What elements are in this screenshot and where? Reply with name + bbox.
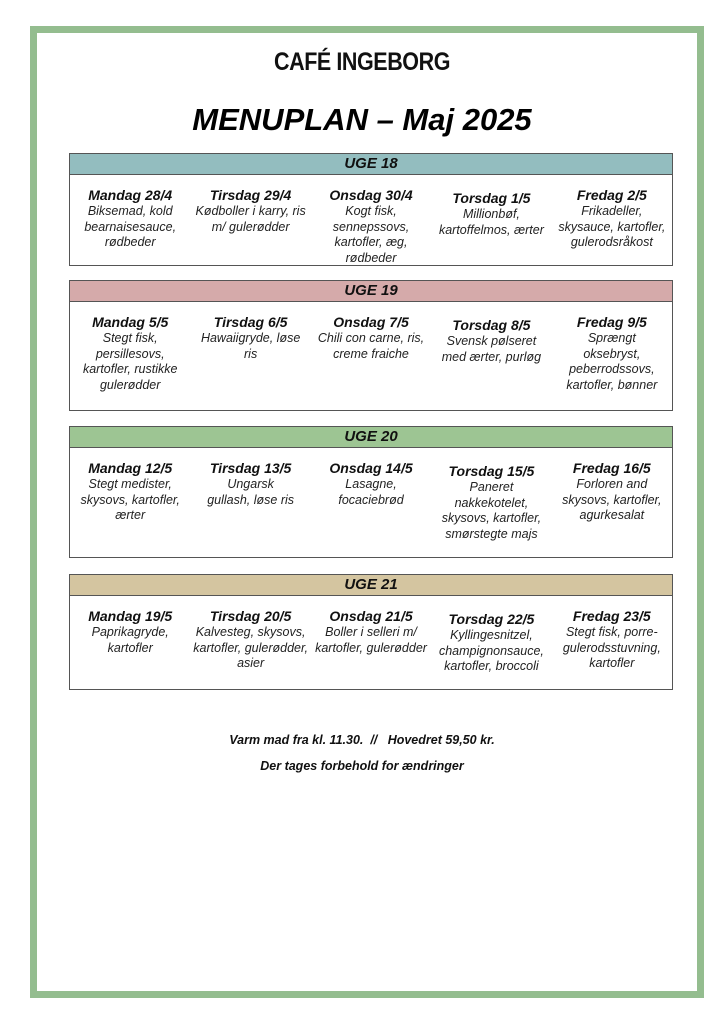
day-cell	[190, 460, 310, 542]
week-days	[70, 302, 672, 393]
day-cell	[311, 608, 431, 675]
day-name: Torsdag 15/5	[448, 463, 535, 479]
dish: Kalvesteg, skysovs, kartofler, gulerødder, asier	[193, 625, 308, 670]
week-19-table	[69, 280, 673, 411]
day-name: Fredag 2/5	[576, 187, 647, 203]
dish: Hawaiigryde, løse ris	[200, 331, 301, 361]
week-header: UGE 18	[70, 154, 672, 175]
dish: Ungarsk gullash, løse ris	[207, 477, 295, 507]
dish: Kogt fisk, sennepssovs, kartofler, æg, rødbeder	[332, 204, 410, 265]
day-name: Mandag 5/5	[92, 314, 169, 330]
day-cell	[431, 608, 551, 675]
day-name: Fredag 9/5	[576, 314, 647, 330]
day-name: Onsdag 30/4	[329, 187, 413, 203]
dish: Stegt fisk, porre-gulerodsstuvning, kartofler	[562, 625, 661, 670]
day-cell	[552, 608, 672, 675]
dish: Lasagne, focaciebrød	[338, 477, 404, 507]
dish: Stegt fisk, persillesovs, kartofler, rustikke gulerødder	[82, 331, 178, 392]
dish: Kyllingesnitzel, champignonsauce, kartofler, broccoli	[438, 628, 544, 673]
day-name: Onsdag 21/5	[329, 608, 413, 624]
week-header: UGE 21	[70, 575, 672, 596]
footer-disclaimer: Der tages forbehold for ændringer	[260, 759, 464, 773]
day-cell	[431, 460, 551, 542]
dish: Millionbøf, kartoffelmos, ærter	[438, 207, 544, 237]
day-name: Tirsdag 20/5	[209, 608, 292, 624]
day-name: Tirsdag 13/5	[209, 460, 292, 476]
week-18-table	[69, 153, 673, 266]
day-name: Mandag 12/5	[88, 460, 173, 476]
dish: Boller i selleri m/ kartofler, gulerødder	[315, 625, 427, 655]
day-cell	[70, 460, 190, 542]
day-name: Torsdag 8/5	[452, 317, 531, 333]
dish: Stegt medister, skysovs, kartofler, ærter	[80, 477, 180, 522]
week-days	[70, 448, 672, 542]
day-name: Onsdag 14/5	[329, 460, 413, 476]
dish: Svensk pølseret med ærter, purløg	[441, 334, 542, 364]
dish: Frikadeller, skysauce, kartofler, gulerodsråkost	[558, 204, 666, 249]
day-name: Torsdag 1/5	[452, 190, 531, 206]
day-cell	[190, 314, 310, 393]
week-header: UGE 20	[70, 427, 672, 448]
day-cell	[431, 187, 551, 266]
day-cell	[552, 314, 672, 393]
cafe-name: CAFÉ INGEBORG	[274, 48, 450, 76]
day-name: Fredag 16/5	[572, 460, 651, 476]
menu-title: MENUPLAN – Maj 2025	[192, 102, 532, 137]
day-name: Tirsdag 6/5	[213, 314, 288, 330]
day-name: Torsdag 22/5	[448, 611, 535, 627]
dish: Chili con carne, ris, creme fraiche	[317, 331, 425, 361]
day-cell	[70, 314, 190, 393]
day-name: Tirsdag 29/4	[209, 187, 292, 203]
dish: Paprikagryde, kartofler	[91, 625, 169, 655]
day-cell	[70, 187, 190, 266]
day-cell	[311, 187, 431, 266]
day-name: Onsdag 7/5	[333, 314, 409, 330]
day-cell	[311, 314, 431, 393]
dish: Paneret nakkekotelet, skysovs, kartofler, smørstegte majs	[441, 480, 542, 541]
day-name: Fredag 23/5	[572, 608, 651, 624]
week-days	[70, 596, 672, 675]
day-cell	[190, 187, 310, 266]
week-header: UGE 19	[70, 281, 672, 302]
week-20-table	[69, 426, 673, 558]
day-cell	[70, 608, 190, 675]
dish: Forloren and skysovs, kartofler, agurkesalat	[562, 477, 662, 522]
dish: Kødboller i karry, ris m/ gulerødder	[195, 204, 306, 234]
day-name: Mandag 28/4	[88, 187, 173, 203]
day-name: Mandag 19/5	[88, 608, 173, 624]
week-21-table	[69, 574, 673, 690]
footer-price-info: Varm mad fra kl. 11.30. // Hovedret 59,50 kr.	[229, 733, 495, 747]
week-days	[70, 175, 672, 266]
day-cell	[431, 314, 551, 393]
day-cell	[311, 460, 431, 542]
dish: Sprængt oksebryst, peberrodssovs, kartofler, bønner	[566, 331, 658, 392]
day-cell	[552, 187, 672, 266]
dish: Biksemad, kold bearnaisesauce, rødbeder	[84, 204, 177, 249]
day-cell	[552, 460, 672, 542]
day-cell	[190, 608, 310, 675]
